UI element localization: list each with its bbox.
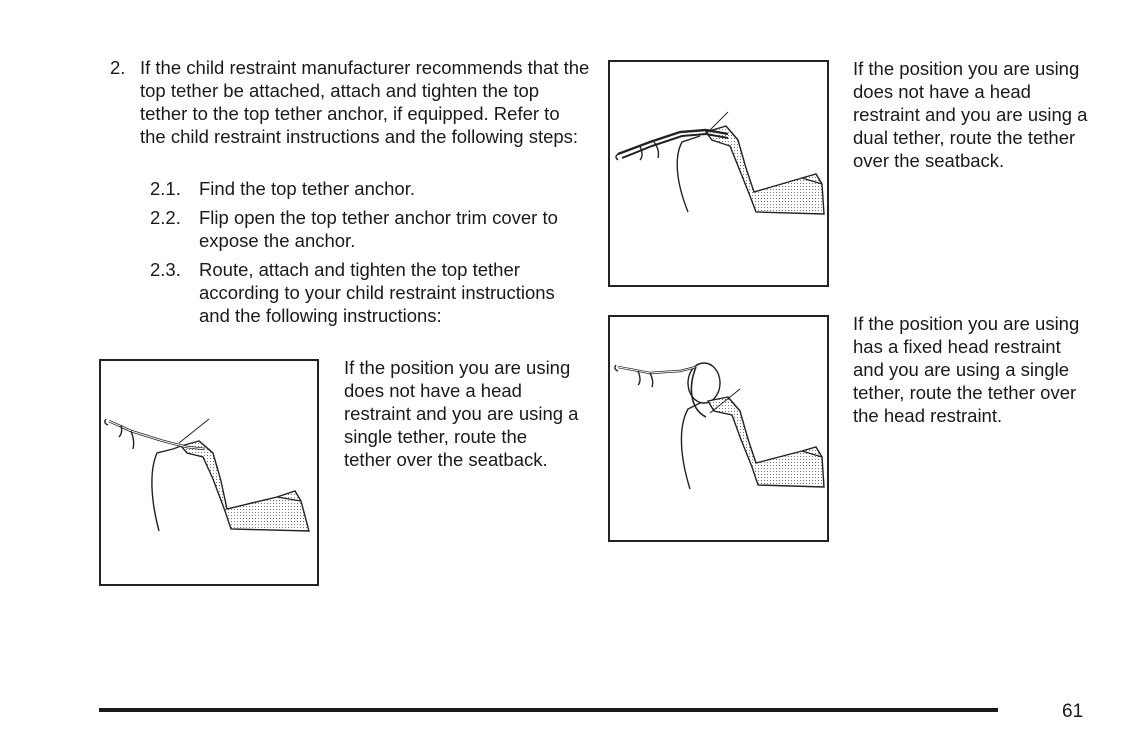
page-number: 61 <box>1062 701 1084 722</box>
substep-number: 2.2. <box>150 207 181 228</box>
step-number: 2. <box>110 57 126 78</box>
substep-number: 2.3. <box>150 259 181 280</box>
step-text: If the child restraint manufacturer recommends that the top tether be attached, attach and tighten the top tether to the top tether anchor, if equipped. Refer to the child restraint instructions and the following steps: <box>140 57 590 147</box>
substep-text: Flip open the top tether anchor trim cover to expose the anchor. <box>199 207 558 251</box>
figure-caption-dual-tether-no-headrest: If the position you are using does not have a head restraint and you are using a dual tether, route the tether over the seatback. <box>853 58 1088 171</box>
substep-text: Find the top tether anchor. <box>199 178 415 199</box>
figure-single-tether-fixed-headrest <box>608 315 829 542</box>
seat-single-tether-no-headrest-illustration <box>101 361 317 584</box>
figure-caption-single-tether-no-headrest: If the position you are using does not have a head restraint and you are using a single tether, route the tether over the seatback. <box>344 357 579 470</box>
seat-single-tether-fixed-headrest-illustration <box>610 317 827 540</box>
footer-rule <box>99 708 998 712</box>
substep-number: 2.1. <box>150 178 181 199</box>
figure-caption-single-tether-fixed-headrest: If the position you are using has a fixed head restraint and you are using a single tether, route the tether over the head restraint. <box>853 313 1080 426</box>
figure-dual-tether-no-headrest <box>608 60 829 287</box>
substep-text: Route, attach and tighten the top tether according to your child restraint instructions and the following instructions: <box>199 259 555 326</box>
figure-single-tether-no-headrest <box>99 359 319 586</box>
seat-dual-tether-no-headrest-illustration <box>610 62 827 285</box>
